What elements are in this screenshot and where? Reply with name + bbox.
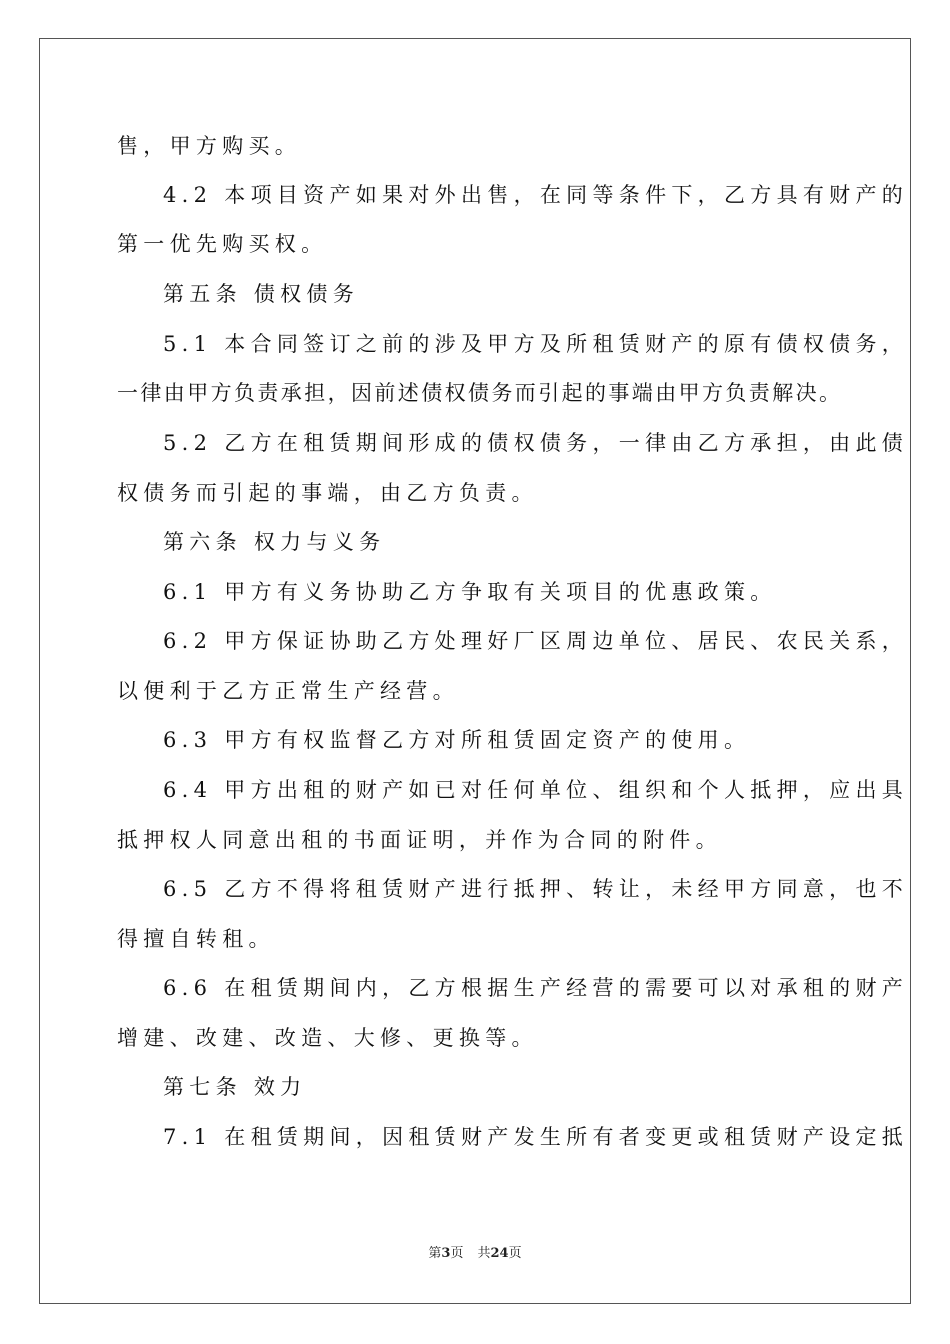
total-prefix: 共 <box>477 1246 491 1261</box>
text-line: 以便利于乙方正常生产经营。 <box>117 679 459 703</box>
text-line: 7.1 在租赁期间，因租赁财产发生所有者变更或租赁财产设定抵 <box>163 1125 909 1149</box>
text-line: 售，甲方购买。 <box>117 134 302 158</box>
text-line: 得擅自转租。 <box>117 927 275 951</box>
page-footer <box>0 1242 950 1261</box>
text-line: 6.2 甲方保证协助乙方处理好厂区周边单位、居民、农民关系， <box>163 629 909 653</box>
page-suffix: 页 <box>450 1246 464 1261</box>
total-suffix: 页 <box>508 1246 522 1261</box>
text-line: 增建、改建、改造、大修、更换等。 <box>117 1026 538 1050</box>
text-line: 6.4 甲方出租的财产如已对任何单位、组织和个人抵押，应出具 <box>163 778 909 802</box>
text-line: 第一优先购买权。 <box>117 232 328 256</box>
text-line: 5.1 本合同签订之前的涉及甲方及所租赁财产的原有债权债务， <box>163 332 909 356</box>
text-line: 6.1 甲方有义务协助乙方争取有关项目的优惠政策。 <box>163 580 777 604</box>
page-prefix: 第 <box>428 1246 442 1261</box>
text-line: 一律由甲方负责承担，因前述债权债务而引起的事端由甲方负责解决。 <box>117 381 843 405</box>
text-line: 抵押权人同意出租的书面证明，并作为合同的附件。 <box>117 828 722 852</box>
section-heading: 第七条 效力 <box>163 1075 307 1099</box>
text-line: 5.2 乙方在租赁期间形成的债权债务，一律由乙方承担，由此债 <box>163 431 909 455</box>
text-line: 6.6 在租赁期间内，乙方根据生产经营的需要可以对承租的财产 <box>163 976 909 1000</box>
text-line: 4.2 本项目资产如果对外出售，在同等条件下，乙方具有财产的 <box>163 183 909 207</box>
text-line: 权债务而引起的事端，由乙方负责。 <box>117 481 538 505</box>
page-number: 3 <box>441 1246 451 1261</box>
section-heading: 第五条 债权债务 <box>163 282 360 306</box>
section-heading: 第六条 权力与义务 <box>163 530 386 554</box>
text-line: 6.3 甲方有权监督乙方对所租赁固定资产的使用。 <box>163 728 751 752</box>
text-line: 6.5 乙方不得将租赁财产进行抵押、转让，未经甲方同意，也不 <box>163 877 909 901</box>
total-pages: 24 <box>490 1246 509 1261</box>
